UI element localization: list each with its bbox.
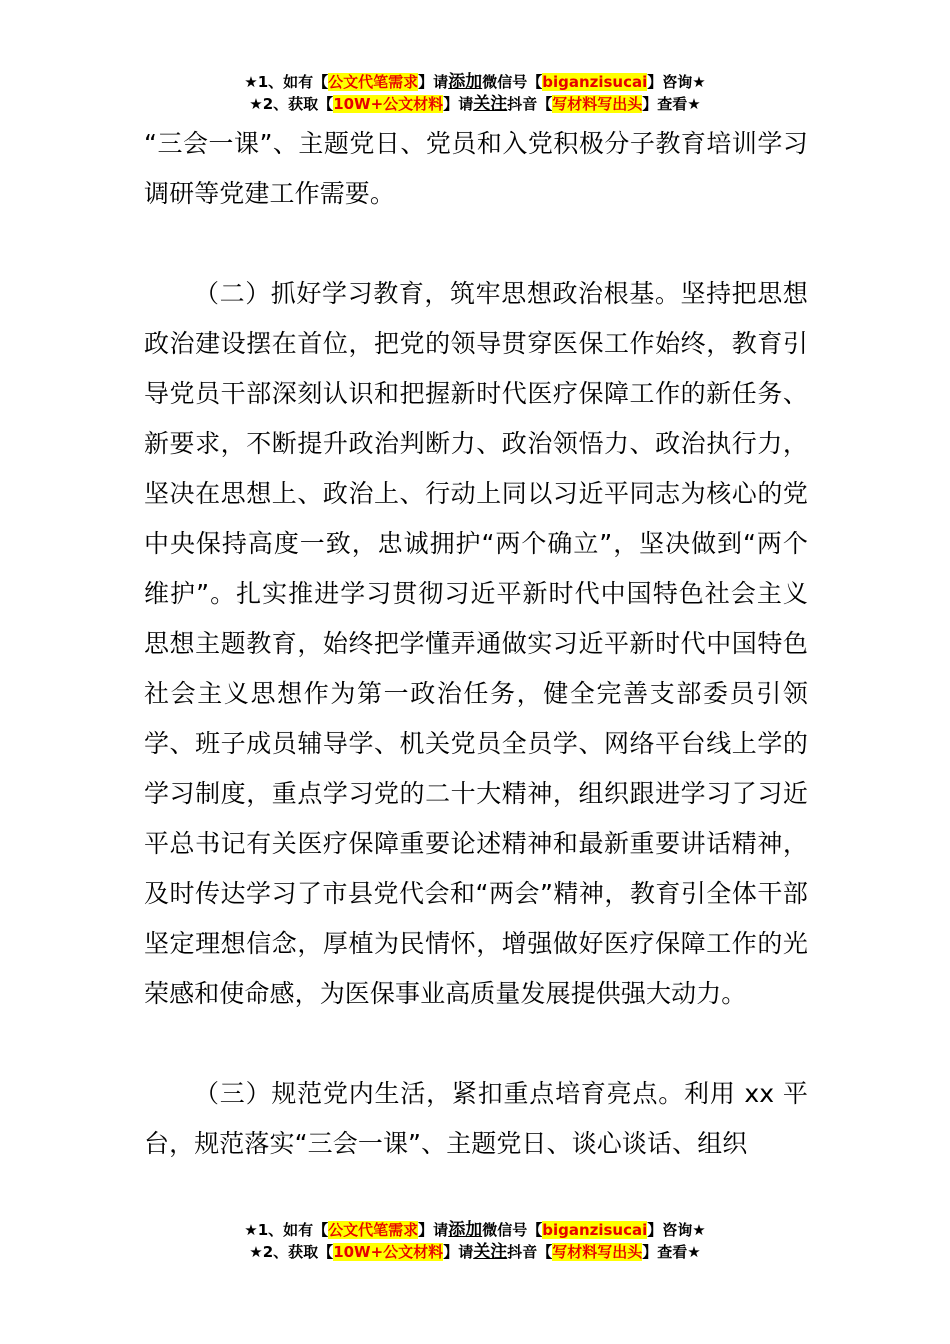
banner-text: 微信号【 xyxy=(482,73,543,91)
banner-highlight-douyin: 写材料写出头 xyxy=(552,95,643,113)
document-body xyxy=(144,119,808,1169)
banner-text: 】请 xyxy=(443,1243,474,1261)
banner-line-1 xyxy=(0,71,950,93)
header-banner xyxy=(0,71,950,115)
paragraph-section-2: （二）抓好学习教育，筑牢思想政治根基。坚持把思想政治建设摆在首位，把党的领导贯穿医保工作始终，教育引导党员干部深刻认识和把握新时代医疗保障工作的新任务、新要求，不断提升政治判断力、政治领悟力、政治执行力，坚决在思想上、政治上、行动上同以习近平同志为核心的党中央保持高度一致，忠诚拥护“两个确立”，坚决做到“两个维护”。扎实推进学习贯彻习近平新时代中国特色社会主义思想主题教育，始终把学懂弄通做实习近平新时代中国特色社会主义思想作为第一政治任务，健全完善支部委员引领学、班子成员辅导学、机关党员全员学、网络平台线上学的学习制度，重点学习党的二十大精神，组织跟进学习了习近平总书记有关医疗保障重要论述精神和最新重要讲话精神，及时传达学习了市县党代会和“两会”精神，教育引全体干部坚定理想信念，厚植为民情怀，增强做好医疗保障工作的光荣感和使命感，为医保事业高质量发展提供强大动力。 xyxy=(144,279,808,1008)
banner-line-2 xyxy=(0,1241,950,1263)
paragraph-section-3: （三）规范党内生活，紧扣重点培育亮点。利用 xx 平台，规范落实“三会一课”、主题党日、谈心谈话、组织 xyxy=(144,1079,808,1158)
banner-text: 抖音【 xyxy=(507,95,553,113)
banner-highlight-douyin: 写材料写出头 xyxy=(552,1243,643,1261)
banner-text: 抖音【 xyxy=(507,1243,553,1261)
paragraph-continued: “三会一课”、主题党日、党员和入党积极分子教育培训学习调研等党建工作需要。 xyxy=(144,129,808,208)
banner-highlight-wechat: biganzisucai xyxy=(542,1221,648,1239)
banner-text: 】咨询★ xyxy=(647,1221,706,1239)
banner-text: 】查看★ xyxy=(642,95,701,113)
banner-highlight: 10W+公文材料 xyxy=(333,95,444,113)
banner-text: 】请 xyxy=(443,95,474,113)
banner-line-1 xyxy=(0,1219,950,1241)
banner-text: ★2、获取【 xyxy=(249,1243,334,1261)
banner-text: ★1、如有【 xyxy=(244,1221,329,1239)
banner-text: ★2、获取【 xyxy=(249,95,334,113)
banner-highlight-wechat: biganzisucai xyxy=(542,73,648,91)
banner-text: ★1、如有【 xyxy=(244,73,329,91)
banner-text: 】咨询★ xyxy=(647,73,706,91)
banner-highlight: 公文代笔需求 xyxy=(328,73,419,91)
banner-text: 微信号【 xyxy=(482,1221,543,1239)
paragraph-spacer xyxy=(144,1019,808,1069)
paragraph-spacer xyxy=(144,219,808,269)
banner-text: 】查看★ xyxy=(642,1243,701,1261)
banner-highlight: 公文代笔需求 xyxy=(328,1221,419,1239)
banner-underlined: 添加 xyxy=(448,72,483,92)
banner-text: 】请 xyxy=(418,1221,449,1239)
banner-line-2 xyxy=(0,93,950,115)
banner-underlined: 关注 xyxy=(473,94,508,114)
banner-text: 】请 xyxy=(418,73,449,91)
footer-banner xyxy=(0,1219,950,1263)
banner-underlined: 添加 xyxy=(448,1220,483,1240)
banner-highlight: 10W+公文材料 xyxy=(333,1243,444,1261)
banner-underlined: 关注 xyxy=(473,1242,508,1262)
